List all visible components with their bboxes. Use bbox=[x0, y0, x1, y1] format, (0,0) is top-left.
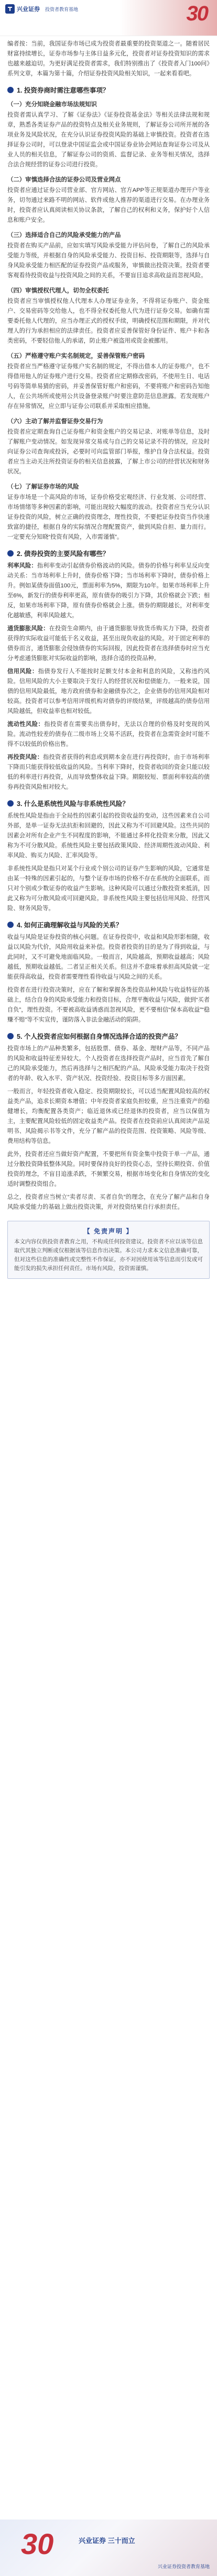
brand-logo bbox=[5, 4, 78, 14]
brand-subtitle: 投资者教育基地 bbox=[45, 6, 79, 12]
paragraph-text: 在投资生命期内，由于通货膨胀导致货币购买力下降，投资者获得的实际收益可能低于名义收益，甚至出现负收益的风险。对于固定利率的债券而言，通货膨胀会侵蚀债券的实际回报，因此投资者在选择债券时应当充分考虑通货膨胀对实际收益的影响，选择合适的投资品种。 bbox=[7, 626, 210, 662]
paragraph-text: 投资市场上的产品种类繁多，包括股票、债券、基金、理财产品等，不同产品的风险和收益特征差异较大。个人投资者在选择投资产品时，应当首先了解自己的风险承受能力，然后再选择与之相匹配的产品。风险承受能力取决于投资者的年龄、收入水平、资产状况、投资经验、投资目标等多方面因素。 bbox=[7, 1046, 210, 1082]
paragraph-text: 一般而言，年轻投资者收入稳定、投资期限较长，可以适当配置风险较高的权益类产品，追求长期资本增值；中年投资者家庭负担较重，应当注重资产的稳健增长，均衡配置各类资产；临近退休或已经退休的投资者，应当以保值为主，主要配置风险较低的固定收益类产品。投资者在投资前应认真阅读产品说明书、风险揭示书等文件，充分了解产品的投资范围、投资策略、风险等级、费用结构等信息。 bbox=[7, 1088, 210, 1144]
subsection-heading: （五）严格遵守账户实名制规定，妥善保管账户密码 bbox=[7, 353, 145, 359]
brand-name: 兴业证券 bbox=[17, 6, 40, 13]
paragraph bbox=[7, 864, 210, 914]
paragraph bbox=[7, 241, 210, 281]
paragraph-text: 投资者应当审慎授权他人代理本人办理证券业务，不得将证券账户、资金账户、交易密码等交给他人，也不得全权委托他人代为进行证券交易。如确有需要委托他人代理的，应当办理正式的授权手续，明确授权范围和期限，并对代理人的行为承担相应的法律责任。投资者应妥善保管好身份证件、账户卡和各类密码，不要轻信他人的承诺，防止账户被盗用或资金被挪用。 bbox=[7, 298, 210, 344]
disclaimer-box bbox=[7, 1221, 210, 1279]
paragraph-lead: 再投资风险： bbox=[7, 754, 44, 761]
footer-banner bbox=[0, 2520, 217, 2576]
paragraph-text: 指利率变动引起债券价格波动的风险。债券的价格与利率呈反向变动关系：当市场利率上升时，债券价格下降；当市场利率下降时，债券价格上升。例如某债券面值100元，票面利率为5%，期限为10年。如果市场利率上升至6%，新发行的债券利率更高，原有债券的吸引力下降，其价格就会下跌；相反，如果市场利率下降，原有债券价格就会上涨。债券的期限越长，对利率变化越敏感，利率风险越大。 bbox=[7, 563, 210, 619]
paragraph-text: 此外，投资者还应当做好资产配置，不要把所有资金集中投资于单一产品，通过分散投资降低整体风险。同时要保持良好的投资心态，坚持长期投资、价值投资的理念，不盲目追涨杀跌，不频繁交易，根据市场变化和自身情况的变化适时调整投资组合。 bbox=[7, 1151, 210, 1187]
paragraph bbox=[7, 667, 210, 717]
paragraph bbox=[7, 362, 210, 412]
paragraph bbox=[7, 493, 210, 542]
paragraph-text: 收益与风险是证券投资的核心问题。在证券投资中，收益和风险形影相随，收益以风险为代价，风险用收益来补偿。投资者投资的目的是为了得到收益，与此同时，又不可避免地面临风险。一般而言，风险越高，预期收益越高；风险越低，预期收益越低。二者呈正相关关系。但这并不意味着承担高风险就一定能获得高收益，投资者需要理性看待收益与风险之间的关系。 bbox=[7, 934, 210, 980]
bullet-dot-icon bbox=[7, 550, 14, 557]
paragraph bbox=[7, 720, 210, 750]
sections-container bbox=[7, 85, 210, 1212]
paragraph-text: 投资者在进行投资决策时，应在了解和掌握各类投资品种风险与收益特征的基础上，结合自身的风险承受能力和投资目标，合理平衡收益与风险，做到“买者自负”，理性投资。不要被高收益诱惑而忽视风险，更不要相信“保本高收益”“稳赚不赔”等不实宣传，谨防落入非法金融活动的陷阱。 bbox=[7, 987, 210, 1023]
paragraph-text: 指投资者获得的利息或到期本金在进行再投资时，由于市场利率下降而只能获得较低收益的风险。当利率下降时，投资者收回的资金只能以较低的利率进行再投资，从而导致整体收益下降。期限较短、票面利率较高的债券再投资风险相对较大。 bbox=[7, 754, 210, 790]
section-title-text: 3. 什么是系统性风险与非系统性风险？ bbox=[17, 800, 129, 808]
section-title-text: 1. 投资券商时需注意哪些事项？ bbox=[17, 87, 110, 94]
paragraph bbox=[7, 933, 210, 982]
subsection-heading: （一）充分知晓金融市场法规知识 bbox=[7, 101, 97, 108]
header-banner bbox=[0, 0, 217, 36]
paragraph bbox=[7, 561, 210, 621]
brand-logo-icon bbox=[5, 4, 15, 14]
paragraph-text: 总之，投资者应当树立“卖者尽责、买者自负”的理念，在充分了解产品和自身风险承受能力的基础上做出投资决策，并对投资结果自行承担责任。 bbox=[7, 1194, 210, 1210]
paragraph bbox=[7, 624, 210, 664]
paragraph-text: 指投资者在需要卖出债券时，无法以合理的价格及时变现的风险。流动性较差的债券在二级市场上交易不活跃，投资者在急需资金时可能不得不以较低的价格出售。 bbox=[7, 721, 210, 747]
article-body bbox=[0, 36, 217, 1212]
bullet-dot-icon bbox=[7, 800, 14, 807]
paragraph-text: 投资者需认真学习、了解《证券法》《证券投资基金法》等相关法律法规和规章，熟悉各类证券产品的投资特点及相关业务规则，了解证券公司所开展的各项业务及风险状况，在充分认识证券投资风险的基础上审慎投资。投资者在选择证券公司时，可以登录中国证监会或中国证券业协会网站查询证券公司及从业人员的相关信息，了解证券公司的资质、监督记录、业务等相关情况，选择合法合规经营的证券公司进行投资。 bbox=[7, 112, 210, 168]
section-title bbox=[7, 1031, 210, 1041]
section-title-text: 5. 个人投资者应如何根据自身情况选择合适的投资产品？ bbox=[17, 1033, 181, 1040]
paragraph-lead: 利率风险： bbox=[7, 563, 37, 569]
bullet-dot-icon bbox=[7, 1033, 14, 1039]
bullet-dot-icon bbox=[7, 87, 14, 93]
paragraph-text: 系统性风险是指由于全局性的因素引起的投资收益的变动，这些因素来自公司外部，是单一证券无法抗拒和回避的，因此又称为不可回避风险。这些共同的因素会对所有企业产生不同程度的影响，不能通过多样化投资来分散，因此又称为不可分散风险。系统性风险主要包括政策风险、经济周期性波动风险、利率风险、购买力风险、汇率风险等。 bbox=[7, 813, 210, 859]
footer-anniversary-number: 30 bbox=[21, 2527, 54, 2560]
paragraph bbox=[7, 1044, 210, 1084]
subsection-heading: （七）了解证券市场的风险 bbox=[7, 484, 79, 490]
paragraph bbox=[7, 186, 210, 225]
section-title bbox=[7, 799, 210, 808]
subsection-heading: （六）主动了解并监督证券交易行为 bbox=[7, 418, 103, 425]
disclaimer-text: 本文内容仅供投资者教育之用，不构成任何投资建议。投资者不应以该等信息取代其独立判断或仅根据该等信息作出决策。本公司力求本文信息准确可靠，但对这些信息的准确性或完整性不作保证，亦不对因使用该等信息而引发或可能引发的损失承担任何责任。市场有风险，投资需谨慎。 bbox=[14, 1239, 203, 1272]
bullet-dot-icon bbox=[7, 922, 14, 928]
disclaimer-title: 【 免责声明 】 bbox=[83, 1228, 134, 1235]
section-title bbox=[7, 920, 210, 929]
paragraph bbox=[7, 297, 210, 346]
paragraph-lead: 信用风险： bbox=[7, 668, 38, 675]
section-title-text: 2. 债券投资的主要风险有哪些？ bbox=[17, 550, 110, 558]
paragraph-text: 投资者应当严格遵守证券账户实名制的规定，不得出借本人的证券账户，也不得借用他人的证券账户进行交易。投资者应定期修改密码，不使用生日、电话号码等简单易猜的密码，并妥善保管好账户和密码，不要将账户和密码告知他人，在公共场所或使用公共设备登录账户时要注意防范信息泄露。若发现账户存在异常情况，应立即与证券公司联系并采取相应措施。 bbox=[7, 364, 210, 410]
paragraph-lead: 流动性风险： bbox=[7, 721, 45, 728]
editor-note: 编者按：当前，我国证券市场已成为投资者最重要的投资渠道之一。随着居民财富持续增长，证券市场参与主体日益多元化，投资者对证券投资知识的需求也越来越迫切。为更好满足投资者需求，我们特别推出了《投资者入门100问》系列文章，本篇为第十篇，介绍证券投资风险相关知识，一起来看看吧。 bbox=[7, 41, 210, 77]
paragraph bbox=[7, 985, 210, 1025]
paragraph-text: 投资者应通过证券公司营业部、官方网站、官方APP等正规渠道办理开户等业务，切勿通过来路不明的网站、软件或他人推荐的渠道进行交易。在办理业务时，投资者应认真阅读相关协议条款，了解自己的权利和义务，保护好个人信息和账户安全。 bbox=[7, 187, 210, 223]
subsection-heading: （三）选择适合自己的风险承受能力的产品 bbox=[7, 232, 121, 239]
paragraph bbox=[7, 1150, 210, 1189]
paragraph-text: 投资者应定期查询自己证券账户和资金账户的交易记录、对账单等信息，及时了解账户变动情况。如发现异常交易或与自己的交易记录不符的情况，应及时向证券公司查询或投诉，必要时可向监管部门举报，维护自身合法权益。投资者应当主动关注所投资证券的相关信息披露，了解上市公司的经营状况和财务状况。 bbox=[7, 429, 210, 475]
subsection-heading: （二）审慎选择合法的证券公司及营业网点 bbox=[7, 177, 121, 183]
subsection-heading: （四）审慎授权代理人，切勿全权委托 bbox=[7, 288, 109, 294]
paragraph bbox=[7, 753, 210, 792]
paragraph-text: 指债券发行人不能按时足额支付本金和利息的风险，又称违约风险。信用风险的大小主要取决于发行人的经营状况和偿债能力。一般来说，国债的信用风险最低，地方政府债券和金融债券次之，企业债券的信用风险相对较高。投资者可以参考信用评级机构对债券的评级结果，评级越高的债券信用风险越低，但收益率也相对较低。 bbox=[7, 668, 210, 714]
paragraph bbox=[7, 1087, 210, 1147]
paragraph bbox=[7, 110, 210, 170]
paragraph-lead: 通货膨胀风险： bbox=[7, 626, 49, 632]
anniversary-mark: 30 bbox=[186, 2, 208, 25]
paragraph bbox=[7, 811, 210, 861]
paragraph-text: 投资者在购买产品前，应如实填写风险承受能力评估问卷，了解自己的风险承受能力等级，并根据自身的风险承受能力、投资目标、投资期限等，选择与自身风险承受能力相匹配的证券投资产品或服务，审慎做出投资决策。投资者要客观看待投资收益与投资风险之间的关系，不要盲目追求高收益而忽视风险。 bbox=[7, 243, 210, 279]
footer-org: 兴业证券投资者教育基地 bbox=[157, 2564, 210, 2569]
paragraph-text: 非系统性风险是指只对某个行业或个别公司的证券产生影响的风险，它通常是由某一特殊的因素引起的，与整个证券市场的价格不存在系统的全面联系，而只对个别或少数证券的收益产生影响。这种风险可以通过分散投资来抵消，因此又称为可分散风险或可回避风险。非系统性风险主要包括信用风险、经营风险、财务风险等。 bbox=[7, 866, 210, 912]
paragraph bbox=[7, 427, 210, 477]
paragraph bbox=[7, 1193, 210, 1212]
section-title-text: 4. 如何正确理解收益与风险的关系？ bbox=[17, 922, 123, 929]
footer-slogan: 兴业证券 三十而立 bbox=[79, 2537, 135, 2545]
paragraph-text: 证券市场是一个高风险的市场，证券价格受宏观经济、行业发展、公司经营、市场情绪等多种因素的影响，可能出现较大幅度的波动。投资者应当充分认识证券投资的风险，树立正确的投资理念，理性投资，不要把证券投资当作快速致富的捷径，根据自身的实际情况合理配置资产，做到风险自担、量力而行。一定要充分知晓“投资有风险，入市需谨慎”。 bbox=[7, 494, 210, 540]
section-title bbox=[7, 549, 210, 558]
section-title bbox=[7, 85, 210, 95]
